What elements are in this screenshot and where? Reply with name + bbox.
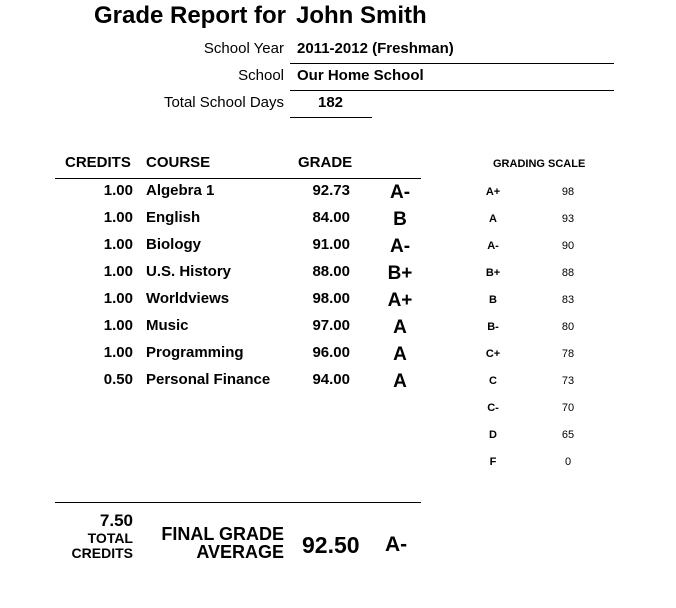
school-underline <box>290 90 614 91</box>
row-letter-grade: A <box>393 317 407 338</box>
row-grade: 97.00 <box>312 317 350 334</box>
scale-min: 65 <box>561 429 575 441</box>
school-year-label: School Year <box>203 40 284 57</box>
scale-letter: A+ <box>485 186 501 198</box>
final-grade-label-line2: AVERAGE <box>196 542 284 562</box>
total-days-label: Total School Days <box>163 94 284 111</box>
scale-letter: B- <box>487 321 499 333</box>
row-course: Algebra 1 <box>146 182 215 199</box>
row-letter-grade: A- <box>389 236 411 257</box>
scale-min: 98 <box>561 186 575 198</box>
scale-letter: B+ <box>485 267 501 279</box>
grading-scale-title: GRADING SCALE <box>493 158 586 170</box>
school-year-value: 2011-2012 (Freshman) <box>297 40 454 57</box>
scale-letter: C- <box>487 402 499 414</box>
row-letter-grade: B+ <box>387 263 413 284</box>
row-course: U.S. History <box>146 263 232 280</box>
credits-header: CREDITS <box>65 154 131 171</box>
row-letter-grade: A- <box>389 182 411 203</box>
total-credits-label-line2: CREDITS <box>71 545 133 561</box>
report-title-label: Grade Report for <box>93 2 286 29</box>
row-course: Programming <box>146 344 244 361</box>
scale-min: 83 <box>561 294 575 306</box>
school-year-underline <box>290 63 614 64</box>
final-grade-average-value: 92.50 <box>302 532 360 558</box>
row-credits: 0.50 <box>103 371 133 388</box>
scale-letter: A <box>489 213 497 225</box>
total-credits-value: 7.50 <box>99 511 133 530</box>
row-credits: 1.00 <box>103 182 133 199</box>
row-grade: 88.00 <box>312 263 350 280</box>
row-letter-grade: A+ <box>387 290 413 311</box>
total-days-value: 182 <box>318 94 344 111</box>
scale-min: 80 <box>561 321 575 333</box>
scale-min: 93 <box>561 213 575 225</box>
row-credits: 1.00 <box>103 209 133 226</box>
row-grade: 91.00 <box>312 236 350 253</box>
school-label: School <box>238 67 284 84</box>
row-letter-grade: A <box>393 371 407 392</box>
scale-min: 73 <box>561 375 575 387</box>
row-grade: 94.00 <box>312 371 350 388</box>
row-course: Personal Finance <box>146 371 271 388</box>
scale-letter: F <box>489 456 497 468</box>
row-grade: 84.00 <box>312 209 350 226</box>
row-credits: 1.00 <box>103 263 133 280</box>
row-credits: 1.00 <box>103 236 133 253</box>
final-grade-label-line1: FINAL GRADE <box>161 524 284 544</box>
total-credits-label <box>72 531 133 561</box>
row-credits: 1.00 <box>103 344 133 361</box>
student-name: John Smith <box>296 2 427 29</box>
course-header: COURSE <box>146 154 211 171</box>
row-course: Worldviews <box>146 290 230 307</box>
total-days-underline <box>290 117 372 118</box>
scale-min: 88 <box>561 267 575 279</box>
grade-header: GRADE <box>298 154 353 171</box>
final-grade-average-label <box>161 525 284 561</box>
row-credits: 1.00 <box>103 317 133 334</box>
totals-rule <box>55 502 421 503</box>
row-credits: 1.00 <box>103 290 133 307</box>
scale-min: 78 <box>561 348 575 360</box>
scale-letter: C+ <box>485 348 501 360</box>
scale-min: 70 <box>561 402 575 414</box>
scale-letter: A- <box>487 240 499 252</box>
row-course: Biology <box>146 236 201 253</box>
scale-min: 90 <box>561 240 575 252</box>
row-letter-grade: A <box>393 344 407 365</box>
scale-letter: C <box>489 375 497 387</box>
row-grade: 96.00 <box>312 344 350 361</box>
final-letter-grade: A- <box>385 533 408 556</box>
row-course: English <box>146 209 201 226</box>
school-value: Our Home School <box>297 67 424 84</box>
scale-letter: D <box>489 429 497 441</box>
total-credits-label-line1: TOTAL <box>87 530 133 546</box>
row-course: Music <box>146 317 189 334</box>
scale-min: 0 <box>564 456 572 468</box>
row-grade: 98.00 <box>312 290 350 307</box>
scale-letter: B <box>489 294 497 306</box>
row-letter-grade: B <box>393 209 407 230</box>
row-grade: 92.73 <box>312 182 350 199</box>
table-header-rule <box>55 178 421 179</box>
